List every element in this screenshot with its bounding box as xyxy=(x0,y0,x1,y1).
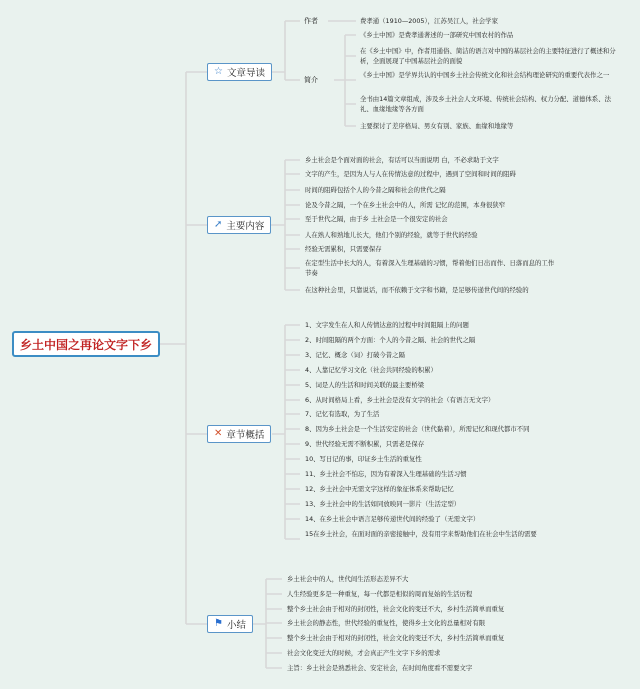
summary-item: 社会文化变迁大的时候，才会真正产生文字下乡的需求 xyxy=(287,649,441,657)
summary-item: 乡土社会的静态性，世代经验的重复性，使得乡土文化的总量相对有限 xyxy=(287,619,486,627)
author-text: 费孝通（1910—2005），江苏吴江人，社会学家 xyxy=(360,17,498,25)
author-label: 作者 xyxy=(304,17,318,25)
tools-icon: ✕ xyxy=(214,428,223,439)
chapter-item: 10、写日记的事，印证乡土生活的重复性 xyxy=(305,455,422,463)
root-topic[interactable]: 乡土中国之再论文字下乡 xyxy=(12,331,160,357)
chapter-item: 12、乡土社会中无需文字这样的象征体系来帮助记忆 xyxy=(305,485,454,493)
chapter-item: 13、乡土社会中的生活如同放映同一影片（生活定型） xyxy=(305,500,461,508)
flag-icon: ⚑ xyxy=(214,618,223,629)
summary-item: 乡土社会中的人，世代间生活形态差异不大 xyxy=(287,575,409,583)
content-item: 时间的阻碍包括个人的今昔之隔和社会的世代之隔 xyxy=(305,186,446,194)
chapter-item: 3、记忆、概念（词）打破今昔之隔 xyxy=(305,351,405,359)
chapter-item: 4、人靠记忆学习文化（社会共同经验的积累） xyxy=(305,366,437,374)
summary-item: 人生经验更多是一种重复，每一代都是相似的周而复始的生活历程 xyxy=(287,590,473,598)
content-item: 乡土社会是个面对面的社会，有话可以当面说明 白，不必求助于文字 xyxy=(305,156,499,164)
content-item: 论及今昔之隔，一个在乡土社会中的人，所需 记忆的范围，本身很狭窄 xyxy=(305,201,506,209)
paper-plane-icon: ➚ xyxy=(214,219,223,230)
intro-item: 在《乡土中国》中，作者用通俗、简洁的语言对中国的基层社会的主要特征进行了概述和分析，全面展现了中国基层社会的面貌 xyxy=(360,47,616,65)
content-item: 在定型生活中长大的人，有着深入生理基础的习惯，帮着他们日出而作、日落而息的工作节奏 xyxy=(305,259,555,277)
branch-summary[interactable] xyxy=(207,615,253,633)
intro-label: 简介 xyxy=(304,76,318,84)
chapter-item: 6、从时间格局上看，乡土社会是没有文字的社会（有语言无文字） xyxy=(305,396,495,404)
content-item: 人在熟人和熟地儿长大，他们个别的经验，就等于世代的经验 xyxy=(305,231,478,239)
chapter-item: 15在乡土社会，在面对面的亲密接触中，没有用字来帮助他们在社会中生活的需要 xyxy=(305,530,537,538)
intro-item: 主要探讨了差序格局、男女有别、家族、血缘和地缘等 xyxy=(360,122,514,130)
content-item: 文字的产生，是因为人与人在传情达意的过程中，遇到了空间和时间的阻碍 xyxy=(305,170,516,178)
branch-chapters[interactable] xyxy=(207,425,271,443)
branch-content-label: 主要内容 xyxy=(226,221,265,232)
content-item: 经验无需累积，只需要保存 xyxy=(305,245,382,253)
chapter-item: 14、在乡土社会中语言足够传递世代间的经验了（无需文字） xyxy=(305,515,480,523)
chapter-item: 9、世代经验无需不断积累，只需老是保存 xyxy=(305,440,425,448)
branch-summary-label: 小结 xyxy=(226,620,246,631)
branch-content[interactable] xyxy=(207,216,271,234)
summary-item: 主旨：乡土社会是熟悉社会、安定社会，在时间角度看不需要文字 xyxy=(287,664,473,672)
summary-item: 整个乡土社会由于相对的封闭性，社会文化的变迁不大，乡村生活简单而重复 xyxy=(287,634,505,642)
summary-item: 整个乡土社会由于相对的封闭性，社会文化的变迁不大，乡村生活简单而重复 xyxy=(287,605,505,613)
branch-guide[interactable] xyxy=(207,63,272,81)
branch-chapters-label: 章节概括 xyxy=(226,430,265,441)
chapter-item: 7、记忆有选取，为了生活 xyxy=(305,410,380,418)
branch-guide-label: 文章导读 xyxy=(226,68,265,79)
intro-item: 《乡土中国》是费孝通著述的一部研究中国农村的作品 xyxy=(360,31,514,39)
chapter-item: 8、因为乡土社会是一个生活安定的社会（世代黏着），所需记忆和现代都市不同 xyxy=(305,425,530,433)
chapter-item: 1、文字发生在人和人传情达意的过程中时间阻隔上的问题 xyxy=(305,321,469,329)
content-item: 至于世代之隔，由于乡 土社会是一个很安定的社会 xyxy=(305,215,448,223)
intro-item: 全书由14篇文章组成，涉及乡土社会人文环境、传统社会结构、权力分配、道德体系、法礼、血缘地缘等各方面 xyxy=(360,95,611,113)
chapter-item: 5、词是人的生活和时间关联的最主要桥梁 xyxy=(305,381,425,389)
intro-item: 《乡土中国》是学界共认的中国乡土社会传统文化和社会结构理论研究的重要代表作之一 xyxy=(360,71,610,79)
content-item: 在这种社会里，只靠说话，而不依赖于文字和书籍，是足够传递世代间的经验的 xyxy=(305,286,529,294)
chapter-item: 11、乡土社会不怕忘，因为有着深入生理基础的生活习惯 xyxy=(305,470,467,478)
chapter-item: 2、时间阻隔的两个方面：个人的今昔之隔、社会的世代之隔 xyxy=(305,336,476,344)
star-icon: ☆ xyxy=(214,66,223,77)
